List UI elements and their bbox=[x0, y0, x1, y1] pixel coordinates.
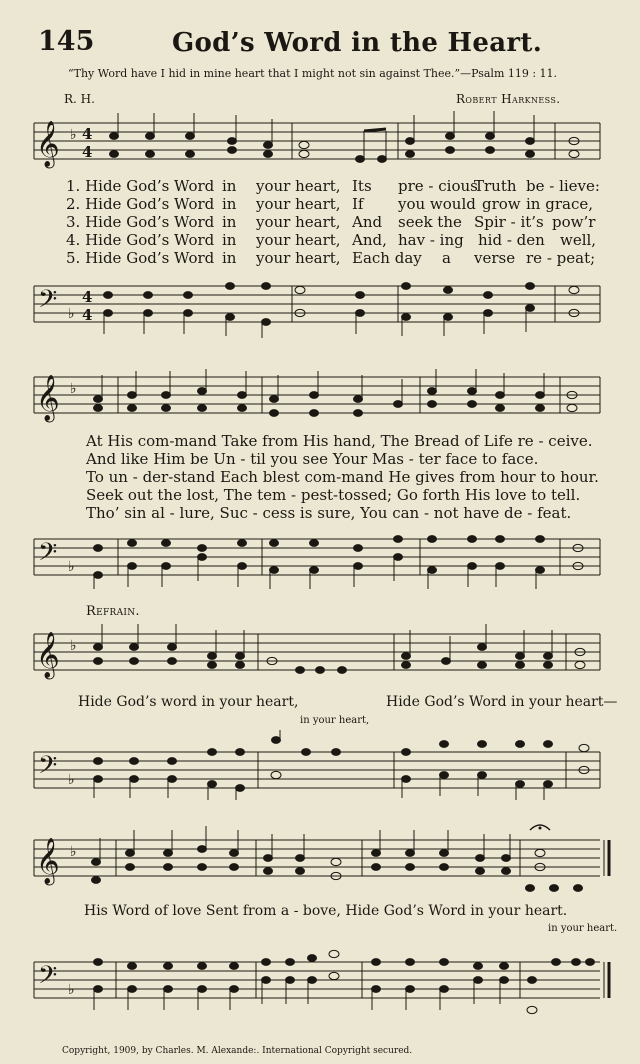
scripture-epigraph: “Thy Word have I hid in mine heart that I might not sin against Thee.”—Psalm 119 : 11. bbox=[68, 67, 558, 80]
system-4-treble-staff bbox=[0, 822, 640, 900]
svg-text:𝄢: 𝄢 bbox=[38, 538, 58, 573]
hymn-number: 145 bbox=[38, 26, 95, 57]
svg-text:♭: ♭ bbox=[68, 982, 75, 998]
verse-4-line-b: Seek out the lost, The tem - pest-tossed; Go forth His love to tell. bbox=[86, 486, 581, 504]
hymn-title: God’s Word in the Heart. bbox=[172, 28, 543, 58]
verse-2-line-b: And like Him be Un - til you see Your Mas - ter face to face. bbox=[86, 450, 539, 468]
system-2-bass-staff bbox=[0, 527, 640, 591]
svg-text:♭: ♭ bbox=[68, 772, 75, 788]
refrain-echo-1: in your heart, bbox=[300, 715, 370, 726]
svg-text:𝄢: 𝄢 bbox=[38, 285, 58, 320]
svg-text:♭: ♭ bbox=[70, 844, 77, 860]
svg-text:4: 4 bbox=[82, 306, 93, 324]
svg-text:4: 4 bbox=[82, 125, 93, 143]
refrain-echo-2: in your heart. bbox=[548, 923, 618, 934]
svg-text:♭: ♭ bbox=[70, 127, 77, 143]
svg-text:♭: ♭ bbox=[68, 306, 75, 322]
refrain-line-1a: Hide God’s word in your heart, bbox=[78, 694, 299, 710]
lyricist-initials: R. H. bbox=[64, 92, 95, 106]
verse-3-line-b: To un - der-stand Each blest com-mand He gives from hour to hour. bbox=[86, 468, 599, 486]
svg-text:4: 4 bbox=[82, 288, 93, 306]
svg-text:𝄞: 𝄞 bbox=[36, 121, 60, 167]
verse-1-line-b: At His com-mand Take from His hand, The Bread of Life re - ceive. bbox=[86, 432, 593, 450]
system-3-bass-staff bbox=[0, 730, 640, 802]
svg-text:𝄞: 𝄞 bbox=[36, 375, 60, 421]
composer-name: Robert Harkness. bbox=[456, 92, 561, 106]
svg-text:♭: ♭ bbox=[70, 638, 77, 654]
svg-text:𝄞: 𝄞 bbox=[36, 632, 60, 678]
refrain-label: Refrain. bbox=[86, 604, 140, 619]
system-3-treble-staff bbox=[0, 620, 640, 690]
system-4-bass-staff bbox=[0, 936, 640, 1020]
svg-text:♭: ♭ bbox=[70, 381, 77, 397]
system-1-treble-staff bbox=[0, 105, 640, 175]
refrain-line-1b: Hide God’s Word in your heart— bbox=[386, 694, 618, 710]
svg-text:♭: ♭ bbox=[68, 559, 75, 575]
system-1-bass-staff bbox=[0, 272, 640, 342]
svg-text:𝄞: 𝄞 bbox=[36, 838, 60, 884]
system-2-treble-staff bbox=[0, 365, 640, 429]
svg-text:4: 4 bbox=[82, 143, 93, 161]
svg-text:𝄢: 𝄢 bbox=[38, 961, 58, 996]
copyright-notice: Copyright, 1909, by Charles. M. Alexande:. International Copyright secured. bbox=[62, 1046, 413, 1056]
refrain-line-2: His Word of love Sent from a - bove, Hide God’s Word in your heart. bbox=[84, 903, 568, 919]
verse-5-line-b: Tho’ sin al - lure, Suc - cess is sure, You can - not have de - feat. bbox=[86, 504, 572, 522]
svg-text:𝄢: 𝄢 bbox=[38, 751, 58, 786]
